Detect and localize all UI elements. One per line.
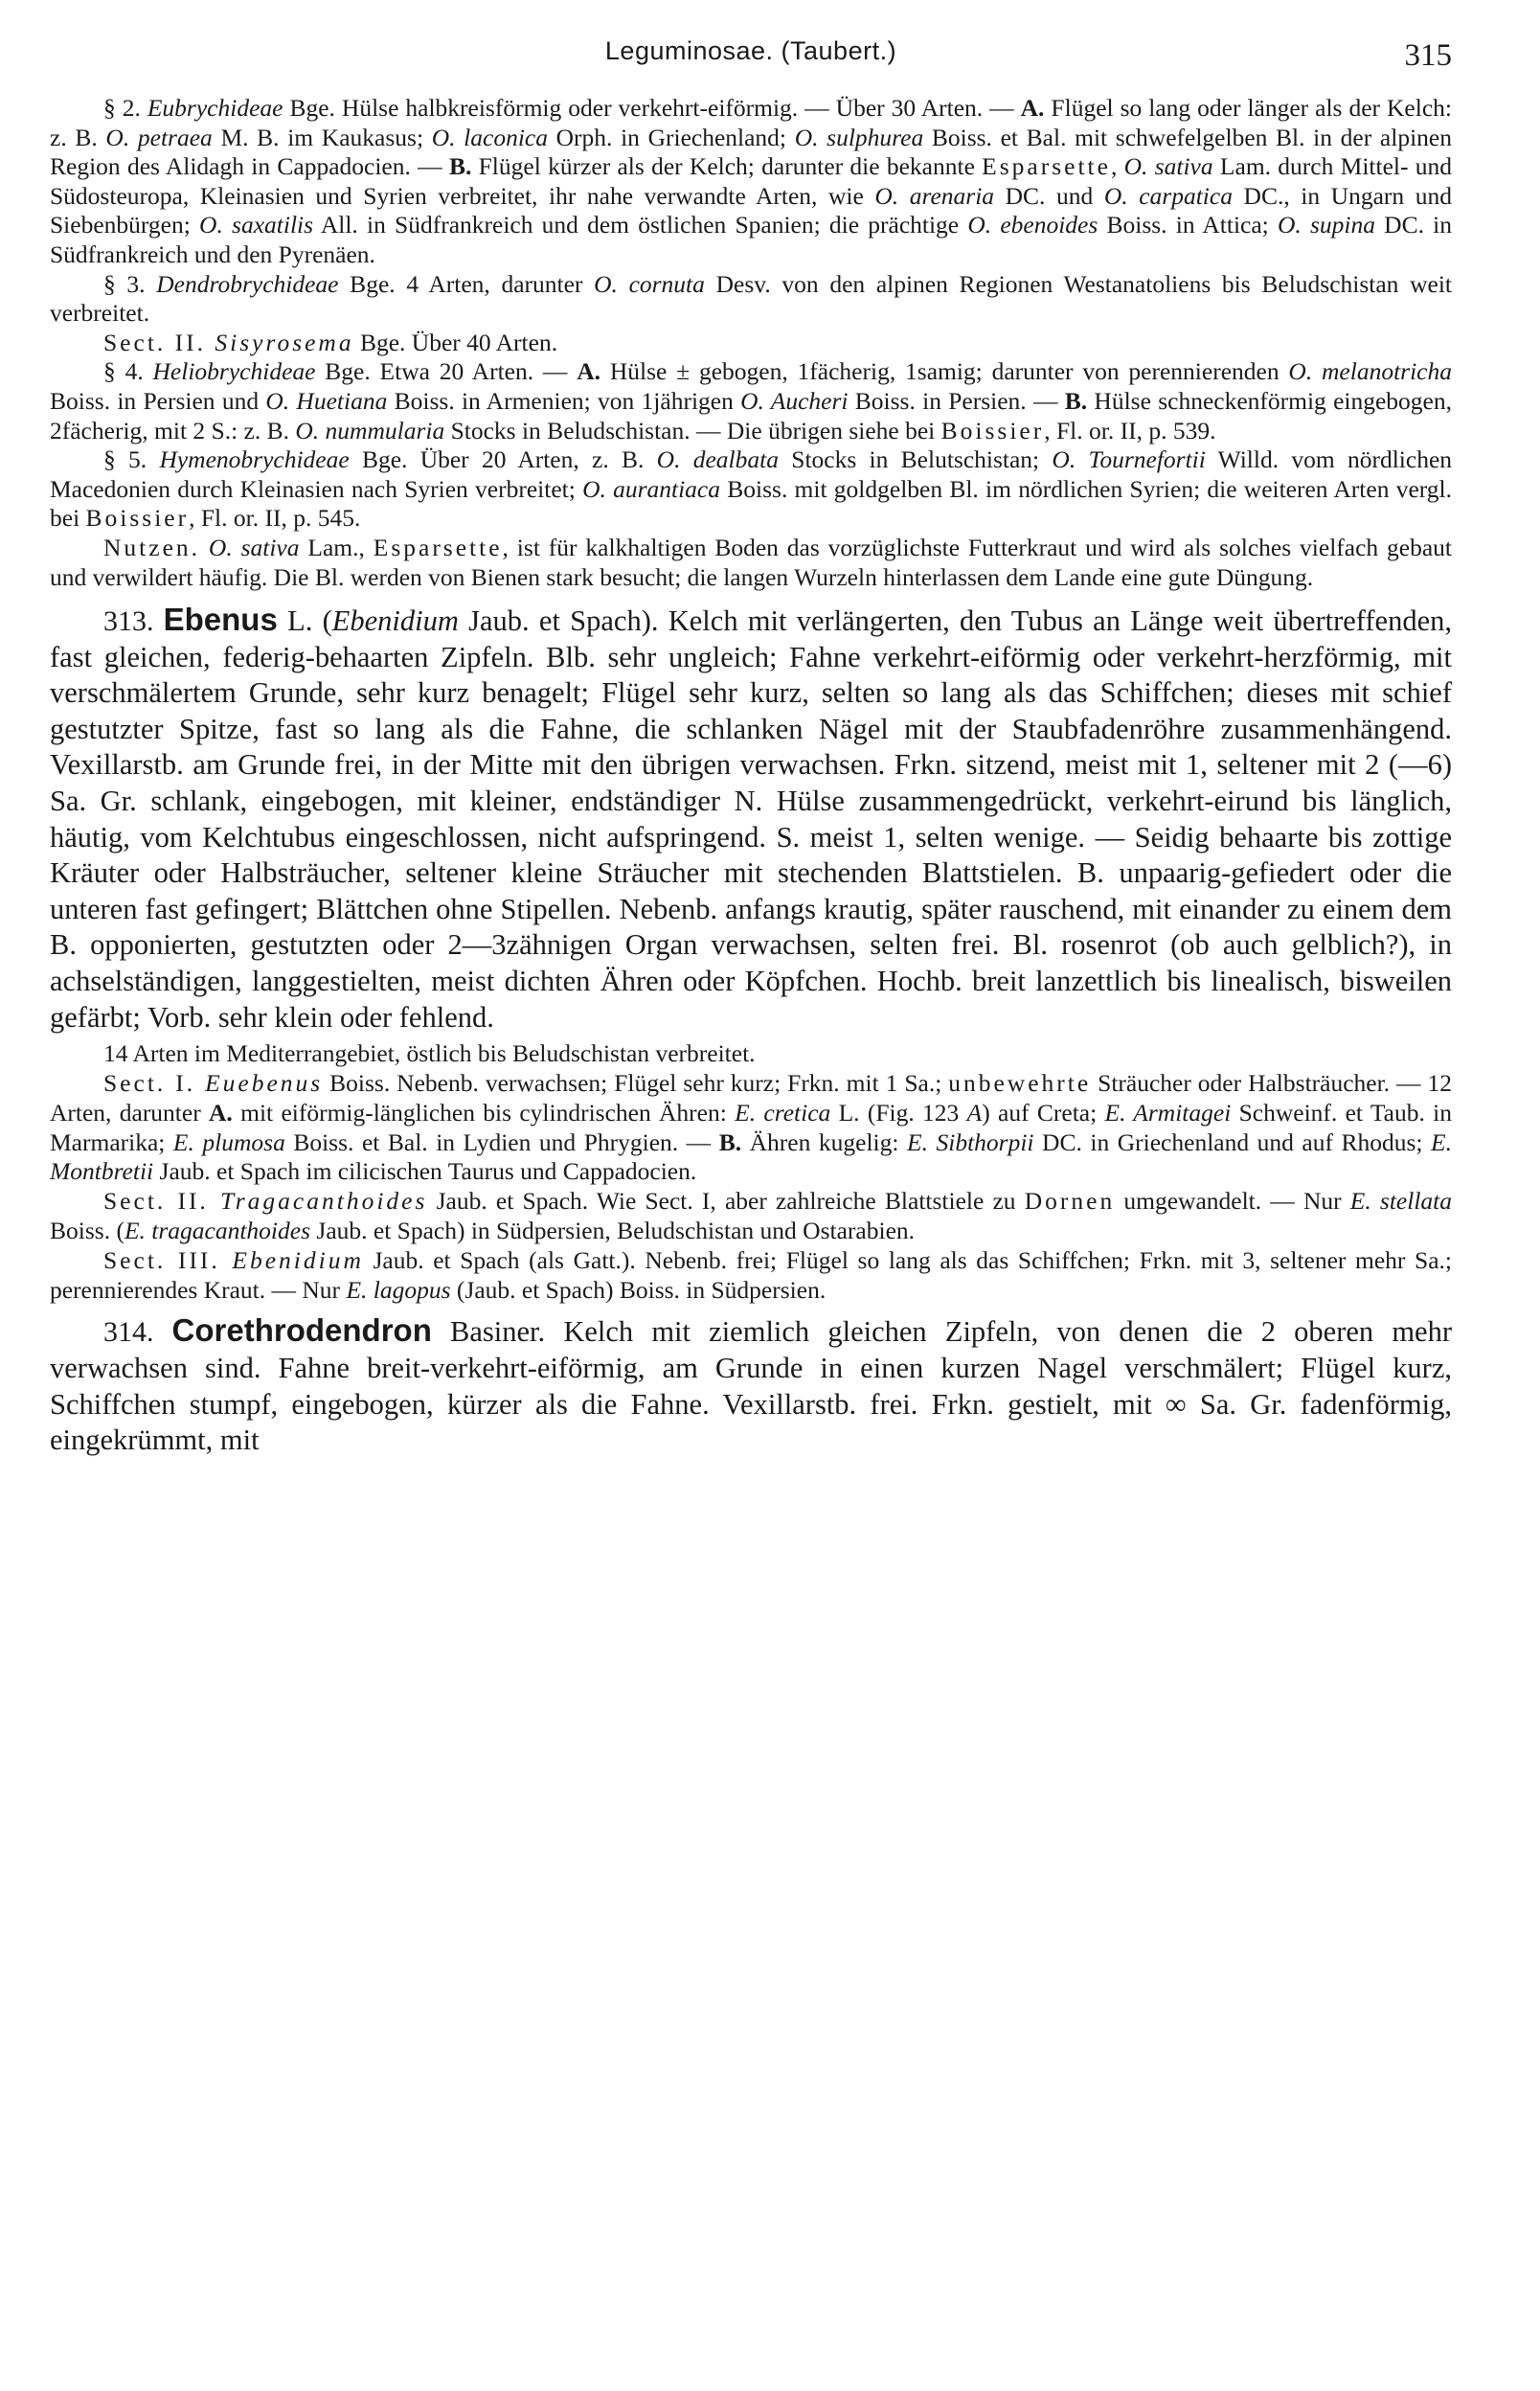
taxon-name: Tragacanthoides (219, 1187, 428, 1216)
text-run: Bge. Hülse halbkreisförmig oder verkehrt-eiförmig. — Über 30 Arten. — (283, 94, 1021, 122)
text-run: Boiss. in Persien. — (848, 386, 1065, 415)
text-run: L. ( (277, 604, 332, 638)
taxon-name: O. supina (1277, 211, 1375, 239)
text-run: 314. (103, 1316, 172, 1349)
text-run: Jaub. et Spach im cilicischen Taurus und Cappadocien. (153, 1157, 697, 1186)
text-run: Sect. II. (103, 328, 215, 356)
taxon-name: O. cornuta (594, 269, 705, 298)
text-run: Flügel so lang oder länger als der Kelch: z. B. (50, 94, 1452, 151)
text-run: A. (209, 1098, 233, 1127)
text-run: , Fl. or. II, p. 539. (1044, 416, 1216, 444)
text-run: A. (1020, 94, 1045, 122)
taxon-name: O. Huetiana (265, 386, 388, 415)
text-run: 313. (103, 605, 164, 638)
text-run: Dornen (1024, 1187, 1116, 1216)
paragraph-ebenus-description (50, 602, 1452, 1036)
taxon-name: E. tragacanthoides (124, 1217, 311, 1244)
text-run: Jaub. et Spach). Kelch mit verlängerten, den Tubus an Länge weit übertreffenden, fast gleichen, federig-behaarten Zipfeln. Blb. sehr ungleich; Fahne verkehrt-eiförmig oder verkehrt-herzförmig, mit verschmälertem Grunde, sehr kurz benagelt; Flügel sehr kurz, selten so lang als das Schiffchen; dieses mit schief gestutzter Spitze, fast so lang als die Fahne, die schlanken Nägel mit der Staubfadenröhre zusammenhängend. Vexillarstb. am Grunde frei, in der Mitte mit den übrigen verwachsen. Frkn. sitzend, meist mit 1, seltener mit 2 (—6) Sa. Gr. schlank, eingebogen, mit kleiner, endständiger N. Hülse zusammengedrückt, verkehrt-eirund bis länglich, häutig, vom Kelchtubus eingeschlossen, nicht aufspringend. S. meist 1, selten wenige. — Seidig behaarte bis zottige Kräuter oder Halbsträucher, seltener kleine Sträucher mit stechenden Blattstielen. B. unpaarig-gefiedert oder die unteren fast gefingert; Blättchen ohne Stipellen. Nebenb. anfangs krautig, später rauschend, mit einander zu einem dem B. opponierten, gestutzten oder 2—3zähnigen Organ verwachsen, selten frei. Bl. rosenrot (ob auch gelblich?), in achselständigen, langgestielten, meist dichten Ähren oder Köpfchen. Hochb. breit lanzettlich bis linealisch, bisweilen gefärbt; Vorb. sehr klein oder fehlend. (50, 604, 1452, 1034)
taxon-name: E. stellata (1349, 1187, 1452, 1216)
text-run: Jaub. et Spach. Wie Sect. I, aber zahlreiche Blattstiele zu (427, 1187, 1025, 1216)
text-run: Lam., (299, 533, 374, 561)
text-run: Hülse schneckenförmig eingebogen, 2fächerig, mit 2 S.: z. B. (50, 386, 1452, 444)
taxon-name: Ebenidium (232, 1245, 364, 1274)
text-run: Sect. III. (103, 1245, 233, 1274)
section-block-onobrychis (50, 94, 1452, 592)
text-run: (Jaub. et Spach) Boiss. in Südpersien. (450, 1275, 827, 1304)
taxon-name: A (966, 1098, 983, 1127)
paragraph-eubrychideae (50, 94, 1452, 270)
text-run: Ähren kugelig: (741, 1127, 908, 1156)
text-run: Basiner. Kelch mit ziemlich gleichen Zipfeln, von denen die 2 oberen mehr verwachsen sind. Fahne breit-verkehrt-eiförmig, am Grunde in einen kurzen Nagel verschmälert; Flügel kurz, Schiffchen stumpf, eingebogen, kürzer als die Fahne. Vexillarstb. frei. Frkn. gestielt, mit ∞ Sa. Gr. fadenförmig, eingekrümmt, mit (50, 1315, 1452, 1457)
text-run: Boiss. in Armenien; von 1jährigen (387, 386, 741, 415)
text-run: Willd. vom nördlichen Macedonien durch Kleinasien nach Syrien verbreitet; (50, 445, 1453, 503)
taxon-name: Eubrychideae (147, 94, 283, 122)
taxon-name: O. saxatilis (199, 211, 314, 239)
taxon-name: E. plumosa (172, 1127, 285, 1156)
taxon-name: E. lagopus (346, 1275, 451, 1304)
text-run: Sect. I. (103, 1069, 206, 1098)
text-run: § 5. (103, 445, 160, 474)
text-run: All. in Südfrankreich und dem östlichen Spanien; die prächtige (313, 211, 968, 239)
taxon-name: E. cretica (735, 1098, 831, 1127)
text-run: Boiss. mit goldgelben Bl. im nördlichen Syrien; die weiteren Arten vergl. bei (50, 474, 1452, 533)
paragraph-sisyrosema (50, 329, 1452, 358)
text-run: 14 Arten im Mediterrangebiet, östlich bis Beludschistan verbreitet. (103, 1039, 756, 1068)
taxon-name: O. ebenoides (967, 211, 1098, 239)
paragraph-tragacanthoides (50, 1187, 1452, 1246)
genus-block-ebenus (50, 602, 1452, 1036)
taxon-name: Euebenus (205, 1069, 324, 1098)
text-run: DC., in Ungarn und Siebenbürgen; (50, 181, 1452, 239)
text-run: Flügel kürzer als der Kelch; darunter die bekannte (471, 152, 983, 181)
text-run: Boissier (85, 504, 190, 533)
text-run: Schweinf. et Taub. in Marmarika; (50, 1098, 1453, 1156)
text-run: Boiss. et Bal. in Lydien und Phrygien. — (284, 1127, 719, 1156)
text-run: Bge. Über 40 Arten. (353, 328, 558, 356)
text-run: § 2. (103, 94, 147, 122)
taxon-name: O. carpatica (1103, 181, 1233, 210)
text-run: unbewehrte (948, 1069, 1092, 1098)
genus-name: Corethrodendron (171, 1312, 432, 1349)
text-run: Boiss. in Attica; (1098, 211, 1278, 239)
paragraph-euebenus (50, 1069, 1452, 1187)
taxon-name: E. Montbretii (50, 1127, 1452, 1186)
paragraph-ebenidium (50, 1246, 1452, 1306)
text-run: Lam. durch Mittel- und Südosteuropa, Kleinasien und Syrien verbreitet, ihr nahe verwandte Arten, wie (50, 152, 1453, 210)
paragraph-hymenobrychideae (50, 445, 1452, 534)
text-run: A. (577, 357, 601, 386)
text-run: Esparsette (373, 533, 503, 561)
text-run: Orph. in Griechenland; (547, 123, 795, 151)
paragraph-ebenus-distribution (50, 1039, 1452, 1069)
body-text (50, 94, 1452, 1459)
taxon-name: E. Sibthorpii (907, 1127, 1034, 1156)
taxon-name: O. sulphurea (794, 123, 924, 151)
taxon-name: Heliobrychideae (152, 357, 316, 386)
text-run: Bge. 4 Arten, darunter (338, 269, 595, 298)
text-run: , ist für kalkhaltigen Boden das vorzüglichste Futterkraut und wird als solches vielfach gebaut und verwildert häufig. Die Bl. werden von Bienen stark besucht; die langen Wurzeln hinterlassen dem Lande eine gute Düngung. (50, 533, 1453, 591)
text-run: umgewandelt. — Nur (1115, 1187, 1350, 1216)
text-run: Nutzen. (103, 533, 201, 561)
text-run: Hülse ± gebogen, 1fächerig, 1samig; darunter von perennierenden (600, 357, 1289, 386)
paragraph-heliobrychideae (50, 357, 1452, 445)
section-block-ebenus (50, 1039, 1452, 1305)
text-run: , (1110, 152, 1124, 181)
page-number: 315 (1404, 38, 1452, 73)
taxon-name: O. aurantiaca (582, 474, 721, 503)
text-run: Jaub. et Spach) in Südpersien, Beludschistan und Ostarabien. (310, 1217, 916, 1244)
text-run: mit eiförmig-länglichen bis cylindrischen Ähren: (232, 1098, 736, 1127)
taxon-name: O. Aucheri (740, 386, 849, 415)
text-run: § 3. (103, 269, 157, 298)
text-run: Sect. II. (103, 1187, 220, 1216)
taxon-name: O. nummularia (295, 416, 445, 444)
taxon-name: Ebenidium (331, 604, 459, 638)
taxon-name: O. sativa (1123, 152, 1213, 181)
taxon-name: O. laconica (431, 123, 548, 151)
text-run: DC. in Südfrankreich und den Pyrenäen. (50, 211, 1452, 268)
text-run: Boiss. Nebenb. verwachsen; Flügel sehr kurz; Frkn. mit 1 Sa.; (323, 1069, 949, 1098)
genus-name: Ebenus (163, 602, 278, 638)
paragraph-nutzen (50, 534, 1452, 592)
text-run: , Fl. or. II, p. 545. (189, 504, 361, 533)
paragraph-corethrodendron-description (50, 1312, 1452, 1458)
text-run: Stocks in Beludschistan. — Die übrigen siehe bei (444, 416, 941, 444)
text-run: Stocks in Belutschistan; (778, 445, 1053, 474)
paragraph-dendrobrychideae (50, 270, 1452, 329)
taxon-name: O. petraea (105, 123, 213, 151)
page-header (50, 36, 1452, 94)
text-run: ) auf Creta; (982, 1098, 1105, 1127)
text-run: Boiss. et Bal. mit schwefelgelben Bl. in der alpinen Region des Alidagh in Cappadocien. — (50, 123, 1452, 181)
text-run: Boiss. in Persien und (50, 386, 266, 415)
text-run (200, 534, 209, 561)
text-run: L. (Fig. 123 (830, 1098, 967, 1127)
text-run: Jaub. et Spach (als Gatt.). Nebenb. frei; Flügel so lang als das Schiffchen; Frkn. mit 3, seltener mehr Sa.; perennierendes Kraut. — Nur (50, 1245, 1452, 1304)
genus-block-corethrodendron (50, 1312, 1452, 1458)
text-run: B. (1064, 386, 1088, 415)
taxon-name: Dendrobrychideae (156, 269, 339, 298)
taxon-name: O. dealbata (656, 445, 779, 474)
taxon-name: O. Tournefortii (1052, 445, 1206, 474)
text-run: Esparsette (982, 152, 1111, 181)
text-run: B. (448, 152, 472, 181)
text-run: § 4. (103, 357, 153, 386)
text-run: DC. in Griechenland und auf Rhodus; (1033, 1127, 1432, 1156)
text-run: Bge. Über 20 Arten, z. B. (349, 445, 657, 474)
text-run: Desv. von den alpinen Regionen Westanatoliens bis Beludschistan weit verbreitet. (50, 269, 1453, 328)
running-head: Leguminosae. (Taubert.) (604, 36, 897, 65)
taxon-name: O. melanotricha (1288, 357, 1452, 386)
taxon-name: Hymenobrychideae (159, 445, 350, 474)
text-run: M. B. im Kaukasus; (212, 123, 432, 151)
text-run: Boiss. ( (50, 1217, 125, 1244)
text-run: Sträucher oder Halbsträucher. — 12 Arten, darunter (50, 1069, 1452, 1127)
taxon-name: O. arenaria (874, 181, 995, 210)
text-run: Bge. Etwa 20 Arten. — (315, 357, 578, 386)
text-run: DC. und (994, 181, 1104, 210)
taxon-name: Sisyrosema (215, 328, 354, 356)
taxon-name: E. Armitagei (1104, 1098, 1232, 1127)
taxon-name: O. sativa (208, 533, 300, 561)
text-run: B. (718, 1127, 742, 1156)
text-run: Boissier (940, 416, 1045, 444)
